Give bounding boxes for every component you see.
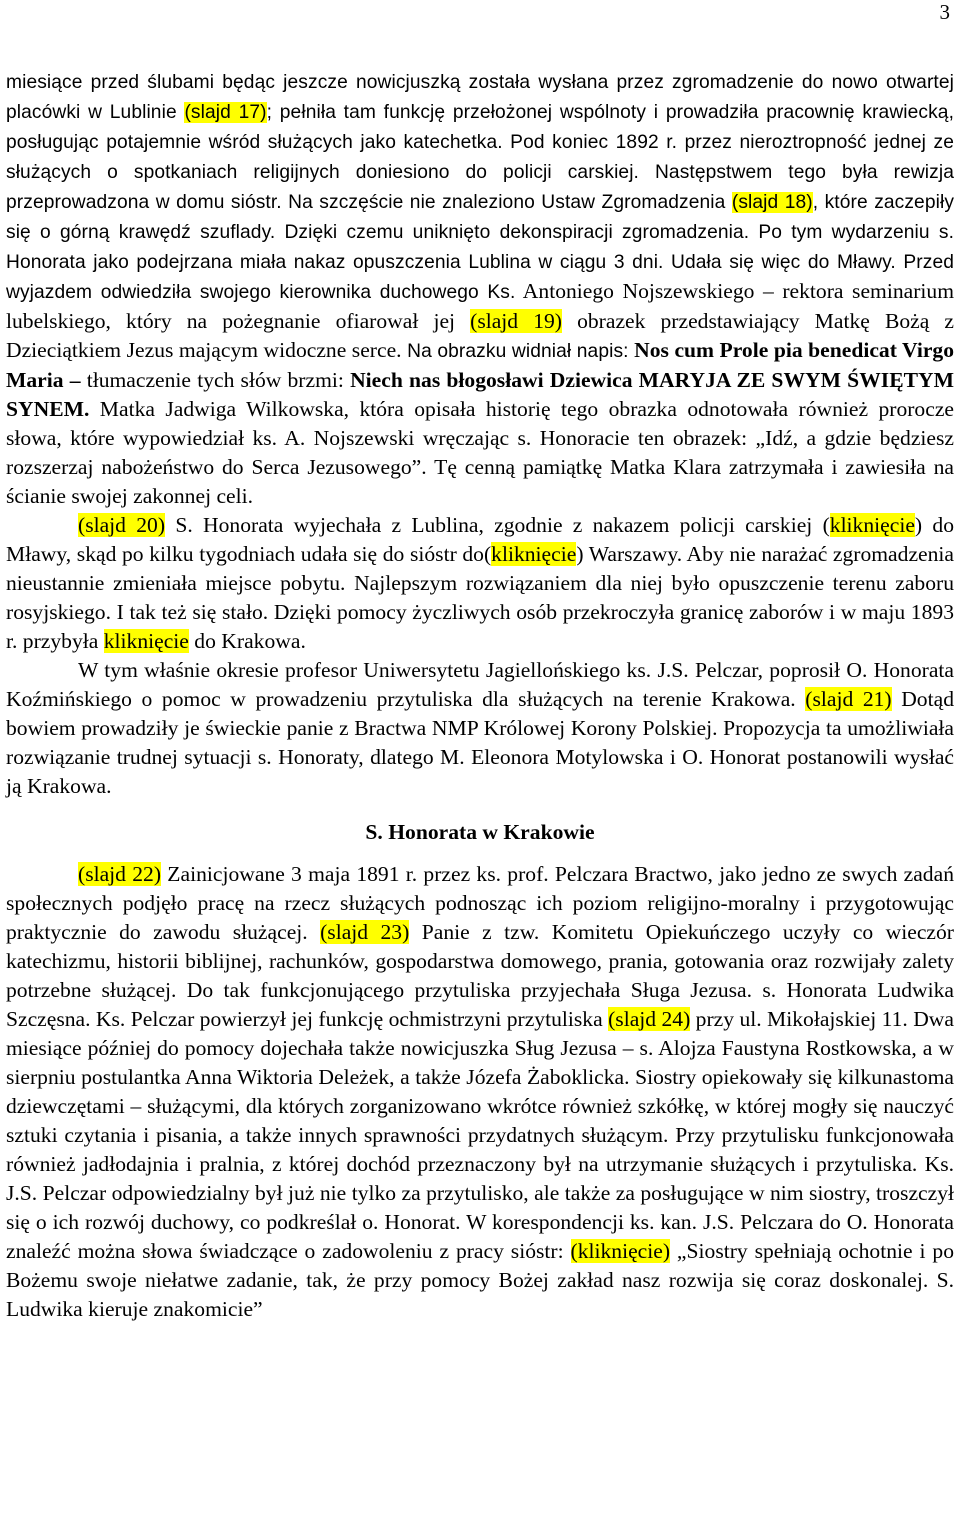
text-run: ; pełniła tam funkcję przełożonej wspólnoty i prowadziła pracownię krawiecką, posługując potajemnie wśród służących jako katechetka. Pod koniec 1892 r. przez nieroztropność jednej ze służących o spotkaniach religijnych doniesiono do policji carskiej. Następstwem tego była rewizja przeprowadzona w domu sióstr. Na szczęście nie znaleziono Ustaw Zgromadzenia <box>6 102 954 213</box>
slide-marker-22: (slajd 22) <box>78 862 162 886</box>
text-run: „Siostry spełniają ochotnie i po Bożemu swoje niełatwe zadanie, tak, że przy pomocy Bożej zakład nasz rozwija się coraz doskonalej. S. Ludwika kieruje znakomicie” <box>6 1239 954 1321</box>
text-run: Panie z tzw. Komitetu Opiekuńczego uczyły co wieczór katechizmu, historii biblijnej, rachunków, gospodarstwa domowego, prania, gotowania oraz rozwijały zalety potrzebne służącej. Do tak funkcjonującego przytuliska przyjechała Sługa Jezusa. s. Honorata Ludwika Szczęsna. Ks. Pelczar powierzył jej funkcję ochmistrzyni przytuliska <box>6 920 954 1031</box>
text-run: ) do Mławy, skąd po kilku tygodniach udała się do sióstr do( <box>6 513 954 566</box>
slide-marker-18: (slajd 18) <box>731 192 813 213</box>
text-run: W tym właśnie okresie profesor Uniwersytetu Jagiellońskiego ks. J.S. Pelczar, poprosił O. Honorata Koźmińskiego o pomoc w prowadzeniu przytuliska dla służących na terenie Krakowa. <box>6 658 954 711</box>
page-number: 3 <box>939 0 950 24</box>
slide-marker-17: (slajd 17) <box>184 102 267 123</box>
section-heading: S. Honorata w Krakowie <box>365 820 595 844</box>
text-run: przy ul. Mikołajskiej 11. Dwa miesiące później do pomocy dojechała także nowicjuszka Sług Jezusa – s. Alojza Faustyna Rostkowska, a w sierpniu postulantka Anna Wiktoria Deleżek, a także Józefa Żaboklicka. Siostry opiekowały się kilkunastoma dziewczętami – służącymi, dla których zorganizowano wkrótce również szkółkę, w której mogły się nauczyć sztuki czytania i pisania, a także innych sprawności przydatnych służącym. Przy przytulisku funkcjonowała również jadłodajnia i pralnia, z której dochód przeznaczony był na utrzymanie służących i przytuliska. Ks. J.S. Pelczar odpowiedzialny był już nie tylko za przytulisko, ale także za posługujące w nim siostry, troszczył się o ich rozwój duchowy, co podkreślał o. Honorat. W korespondencji ks. kan. J.S. Pelczara do O. Honorata znaleźć można słowa świadczące o zadowoleniu z pracy sióstr: <box>6 1007 954 1263</box>
click-marker: (kliknięcie) <box>570 1239 671 1263</box>
slide-marker-24: (slajd 24) <box>608 1007 691 1031</box>
paragraph-2 <box>6 511 954 656</box>
slide-marker-19: (slajd 19) <box>470 309 562 333</box>
paragraph-1 <box>6 67 954 511</box>
latin-inscription: Nos cum Prole pia benedicat Virgo Maria – <box>6 338 954 392</box>
document-body <box>6 67 954 1324</box>
text-run: ) Warszawy. Aby nie narażać zgromadzenia nieustannie zmieniała miejsce pobytu. Najlepszym rozwiązaniem dla niej było opuszczenie terenu zaboru rosyjskiego. I tak też się stało. Dzięki pomocy życzliwych osób przekroczyła granicę zaborów i w maju 1893 r. przybyła <box>6 542 954 653</box>
click-marker: kliknięcie <box>103 629 189 653</box>
text-run: Matka Jadwiga Wilkowska, która opisała historię tego obrazka odnotowała również prorocze słowa, które wypowiedział ks. A. Nojszewski wręczając s. Honoracie ten obrazek: „Idź, a gdzie będziesz rozszerzaj nabożeństwo do Serca Jezusowego”. Tę cenną pamiątkę Matka Klara zatrzymała i zawiesiła na ścianie swojej zakonnej celi. <box>6 397 954 508</box>
click-marker: kliknięcie <box>829 513 915 537</box>
text-run: do Krakowa. <box>188 629 306 653</box>
text-run: Dotąd bowiem prowadziły je świeckie panie z Bractwa NMP Królowej Korony Polskiej. Propozycja ta umożliwiała rozwiązanie trudnej sytuacji s. Honoraty, dlatego M. Eleonora Motylowska i O. Honorat postanowili wysłać ją Krakowa. <box>6 687 954 798</box>
text-run: tłumaczenie tych słów brzmi: <box>80 368 351 392</box>
text-run: obrazek przedstawiający Matkę Bożą z Dzieciątkiem Jezus mającym widoczne serce. <box>6 309 954 362</box>
text-run: S. Honorata wyjechała z Lublina, zgodnie z nakazem policji carskiej ( <box>165 513 830 537</box>
slide-marker-21: (slajd 21) <box>805 687 892 711</box>
paragraph-4 <box>6 860 954 1324</box>
slide-marker-23: (slajd 23) <box>320 920 410 944</box>
text-run: Antoniego Nojszewskiego – rektora seminarium lubelskiego, który na pożegnanie ofiarował jej <box>6 279 954 333</box>
text-run: Zainicjowane 3 maja 1891 r. przez ks. prof. Pelczara Bractwo, jako jedno ze swych zadań społecznych podjęło pracę na rzecz służących podnosząc ich poziom religijno-moralny i przygotowując praktycznie do zawodu służącej. <box>6 862 954 944</box>
text-run: , które zaczepiły się o górną krawędź szuflady. Dzięki czemu uniknięto dekonspiracji zgromadzenia. Po tym wydarzeniu s. Honorata jako podejrzana miała nakaz opuszczenia Lublina w ciągu 3 dni. Udała się więc do Mławy. Przed wyjazdem odwiedziła swojego kierownika duchowego Ks. <box>6 192 955 303</box>
inscription-translation: Niech nas błogosławi Dziewica MARYJA ZE SWYM ŚWIĘTYM SYNEM. <box>6 368 954 421</box>
click-marker: kliknięcie <box>491 542 577 566</box>
slide-marker-20: (slajd 20) <box>78 513 166 537</box>
paragraph-3 <box>6 656 954 801</box>
text-run: Na obrazku widniał napis: <box>401 341 635 362</box>
text-run: miesiące przed ślubami będąc jeszcze nowicjuszką została wysłana przez zgromadzenie do nowo otwartej placówki w Lublinie <box>6 72 954 123</box>
